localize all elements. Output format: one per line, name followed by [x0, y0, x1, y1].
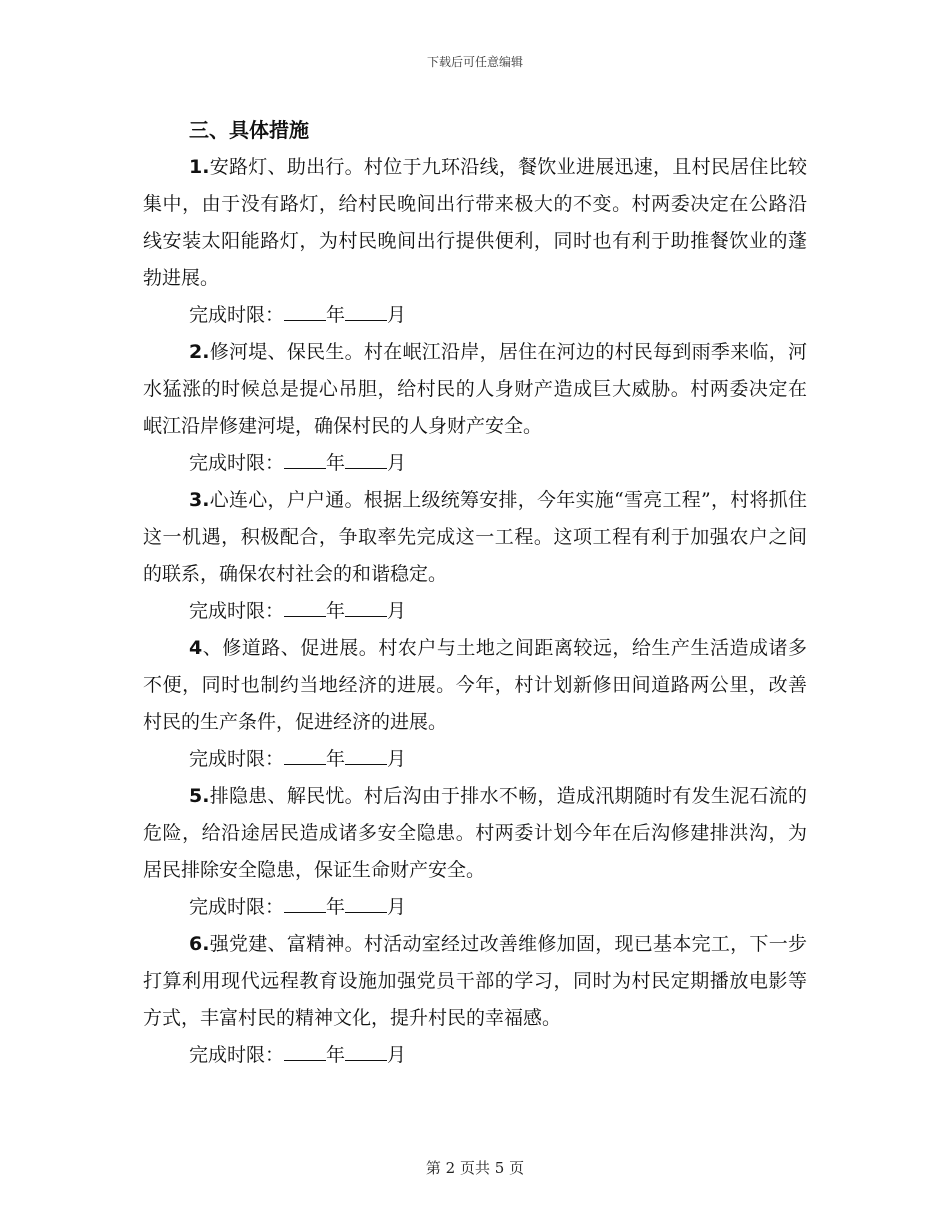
- measure-number: 5.: [189, 785, 210, 807]
- deadline-label: 完成时限：: [189, 748, 285, 770]
- measure-paragraph-3: [143, 482, 807, 593]
- deadline-label: 完成时限：: [189, 304, 285, 326]
- month-blank: [345, 1042, 387, 1061]
- month-blank: [345, 746, 387, 765]
- year-blank: [284, 1042, 326, 1061]
- deadline-label: 完成时限：: [189, 452, 285, 474]
- measure-number: 6.: [189, 933, 210, 955]
- deadline-line-2: [189, 445, 807, 482]
- measure-paragraph-6: [143, 926, 807, 1037]
- deadline-line-6: [189, 1037, 807, 1074]
- month-unit: 月: [387, 304, 407, 326]
- year-blank: [284, 450, 326, 469]
- year-blank: [284, 894, 326, 913]
- deadline-line-1: [189, 297, 807, 334]
- measure-text: 排隐患、解民忧。村后沟由于排水不畅，造成汛期随时有发生泥石流的危险，给沿途居民造成诸多安全隐患。村两委计划今年在后沟修建排洪沟，为居民排除安全隐患，保证生命财产安全。: [143, 785, 807, 881]
- month-unit: 月: [387, 748, 407, 770]
- measure-number: 3.: [189, 489, 210, 511]
- deadline-label: 完成时限：: [189, 896, 285, 918]
- measure-paragraph-2: [143, 334, 807, 445]
- deadline-line-4: [189, 741, 807, 778]
- month-blank: [345, 302, 387, 321]
- month-unit: 月: [387, 1044, 407, 1066]
- year-unit: 年: [326, 452, 346, 474]
- measure-number: 4: [189, 637, 203, 659]
- deadline-label: 完成时限：: [189, 1044, 285, 1066]
- measure-text: 修河堤、保民生。村在岷江沿岸，居住在河边的村民每到雨季来临，河水猛涨的时候总是提心吊胆，给村民的人身财产造成巨大威胁。村两委决定在岷江沿岸修建河堤，确保村民的人身财产安全。: [143, 341, 807, 437]
- month-blank: [345, 894, 387, 913]
- page-header: 下载后可任意编辑: [426, 55, 523, 69]
- measure-text: 、修道路、促进展。村农户与土地之间距离较远，给生产生活造成诸多不便，同时也制约当地经济的进展。今年，村计划新修田间道路两公里，改善村民的生产条件，促进经济的进展。: [143, 637, 807, 733]
- measure-paragraph-4: [143, 630, 807, 741]
- month-unit: 月: [387, 896, 407, 918]
- deadline-line-5: [189, 889, 807, 926]
- deadline-line-3: [189, 593, 807, 630]
- year-blank: [284, 302, 326, 321]
- month-unit: 月: [387, 452, 407, 474]
- year-unit: 年: [326, 1044, 346, 1066]
- measure-number: 1.: [189, 156, 210, 178]
- measure-number: 2.: [189, 341, 210, 363]
- measure-paragraph-1: [143, 149, 807, 297]
- measure-paragraph-5: [143, 778, 807, 889]
- measure-text: 心连心，户户通。根据上级统筹安排，今年实施“雪亮工程”，村将抓住这一机遇，积极配合，争取率先完成这一工程。这项工程有利于加强农户之间的联系，确保农村社会的和谐稳定。: [143, 489, 807, 585]
- month-blank: [345, 598, 387, 617]
- document-body: [143, 112, 807, 1074]
- deadline-label: 完成时限：: [189, 600, 285, 622]
- month-unit: 月: [387, 600, 407, 622]
- measure-text: 强党建、富精神。村活动室经过改善维修加固，现已基本完工，下一步打算利用现代远程教育设施加强党员干部的学习，同时为村民定期播放电影等方式，丰富村民的精神文化，提升村民的幸福感。: [143, 933, 807, 1029]
- year-unit: 年: [326, 304, 346, 326]
- year-unit: 年: [326, 896, 346, 918]
- measure-text: 安路灯、助出行。村位于九环沿线，餐饮业进展迅速，且村民居住比较集中，由于没有路灯，给村民晚间出行带来极大的不变。村两委决定在公路沿线安装太阳能路灯，为村民晚间出行提供便利，同时也有利于助推餐饮业的蓬勃进展。: [143, 156, 807, 289]
- year-blank: [284, 746, 326, 765]
- page-footer: 第 2 页共 5 页: [425, 1159, 525, 1177]
- year-unit: 年: [326, 748, 346, 770]
- year-blank: [284, 598, 326, 617]
- year-unit: 年: [326, 600, 346, 622]
- month-blank: [345, 450, 387, 469]
- section-title: 三、具体措施: [189, 118, 309, 142]
